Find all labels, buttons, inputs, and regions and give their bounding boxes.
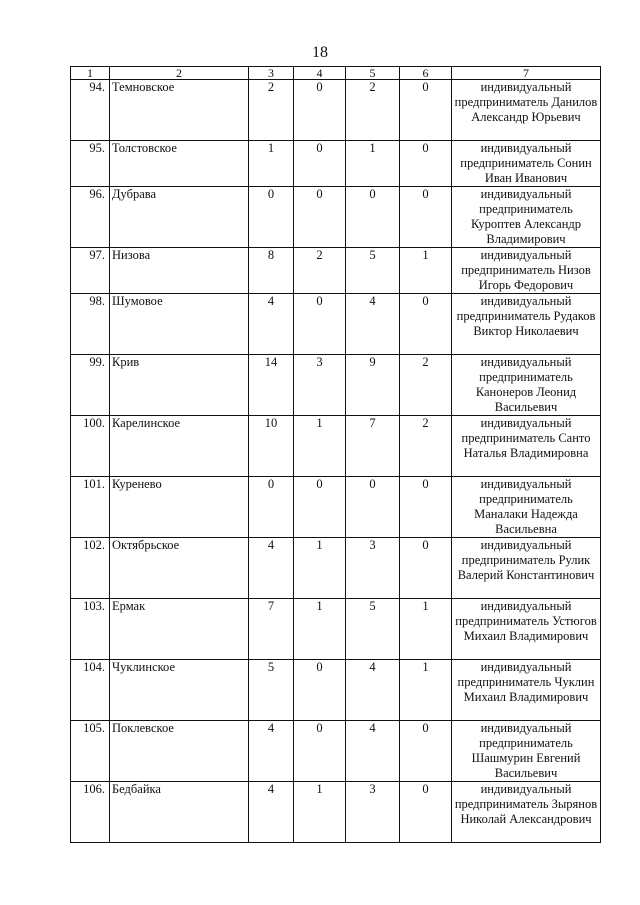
- table-row: [71, 355, 601, 416]
- entrepreneur: индивидуальный предприниматель Маналаки Надежда Васильевна: [452, 477, 601, 538]
- value-col-4: 1: [294, 599, 346, 660]
- value-col-3: 5: [249, 660, 294, 721]
- value-col-4: 0: [294, 294, 346, 355]
- value-col-6: 2: [400, 416, 452, 477]
- row-number: 96.: [71, 187, 110, 248]
- data-table: [70, 66, 601, 843]
- entrepreneur: индивидуальный предприниматель Чуклин Михаил Владимирович: [452, 660, 601, 721]
- entrepreneur: индивидуальный предприниматель Устюгов Михаил Владимирович: [452, 599, 601, 660]
- table-row: [71, 141, 601, 187]
- entrepreneur: индивидуальный предприниматель Низов Игорь Федорович: [452, 248, 601, 294]
- value-col-6: 0: [400, 721, 452, 782]
- table-row: [71, 538, 601, 599]
- value-col-5: 0: [346, 477, 400, 538]
- value-col-4: 0: [294, 80, 346, 141]
- settlement-name: Октябрьское: [110, 538, 249, 599]
- value-col-4: 2: [294, 248, 346, 294]
- settlement-name: Карелинское: [110, 416, 249, 477]
- entrepreneur: индивидуальный предприниматель Канонеров Леонид Васильевич: [452, 355, 601, 416]
- value-col-5: 2: [346, 80, 400, 141]
- settlement-name: Шумовое: [110, 294, 249, 355]
- value-col-4: 1: [294, 416, 346, 477]
- value-col-6: 1: [400, 599, 452, 660]
- header-col-4: 4: [294, 67, 346, 80]
- value-col-4: 0: [294, 187, 346, 248]
- value-col-6: 0: [400, 294, 452, 355]
- value-col-3: 8: [249, 248, 294, 294]
- value-col-5: 4: [346, 294, 400, 355]
- value-col-3: 10: [249, 416, 294, 477]
- header-col-2: 2: [110, 67, 249, 80]
- row-number: 100.: [71, 416, 110, 477]
- value-col-3: 4: [249, 294, 294, 355]
- entrepreneur: индивидуальный предприниматель Шашмурин Евгений Васильевич: [452, 721, 601, 782]
- value-col-5: 3: [346, 538, 400, 599]
- value-col-5: 3: [346, 782, 400, 843]
- row-number: 97.: [71, 248, 110, 294]
- value-col-5: 4: [346, 660, 400, 721]
- value-col-3: 1: [249, 141, 294, 187]
- header-col-7: 7: [452, 67, 601, 80]
- value-col-6: 1: [400, 248, 452, 294]
- table-row: [71, 599, 601, 660]
- value-col-6: 1: [400, 660, 452, 721]
- settlement-name: Темновское: [110, 80, 249, 141]
- row-number: 101.: [71, 477, 110, 538]
- table-row: [71, 80, 601, 141]
- value-col-4: 0: [294, 141, 346, 187]
- value-col-6: 2: [400, 355, 452, 416]
- settlement-name: Ермак: [110, 599, 249, 660]
- row-number: 99.: [71, 355, 110, 416]
- table-row: [71, 477, 601, 538]
- value-col-3: 4: [249, 782, 294, 843]
- table-row: [71, 294, 601, 355]
- row-number: 102.: [71, 538, 110, 599]
- header-col-1: 1: [71, 67, 110, 80]
- value-col-5: 9: [346, 355, 400, 416]
- entrepreneur: индивидуальный предприниматель Рулик Валерий Константинович: [452, 538, 601, 599]
- settlement-name: Низова: [110, 248, 249, 294]
- value-col-3: 0: [249, 477, 294, 538]
- value-col-4: 1: [294, 538, 346, 599]
- settlement-name: Крив: [110, 355, 249, 416]
- settlement-name: Толстовское: [110, 141, 249, 187]
- row-number: 105.: [71, 721, 110, 782]
- settlement-name: Поклевское: [110, 721, 249, 782]
- table-row: [71, 660, 601, 721]
- value-col-5: 1: [346, 141, 400, 187]
- value-col-4: 0: [294, 477, 346, 538]
- value-col-6: 0: [400, 187, 452, 248]
- table-row: [71, 248, 601, 294]
- value-col-6: 0: [400, 141, 452, 187]
- value-col-4: 0: [294, 721, 346, 782]
- value-col-6: 0: [400, 538, 452, 599]
- value-col-5: 5: [346, 599, 400, 660]
- table-row: [71, 416, 601, 477]
- value-col-3: 0: [249, 187, 294, 248]
- settlement-name: Куренево: [110, 477, 249, 538]
- value-col-5: 4: [346, 721, 400, 782]
- entrepreneur: индивидуальный предприниматель Рудаков Виктор Николаевич: [452, 294, 601, 355]
- row-number: 95.: [71, 141, 110, 187]
- value-col-4: 3: [294, 355, 346, 416]
- header-col-5: 5: [346, 67, 400, 80]
- value-col-4: 0: [294, 660, 346, 721]
- value-col-6: 0: [400, 80, 452, 141]
- entrepreneur: индивидуальный предприниматель Санто Наталья Владимировна: [452, 416, 601, 477]
- row-number: 103.: [71, 599, 110, 660]
- row-number: 94.: [71, 80, 110, 141]
- value-col-3: 4: [249, 721, 294, 782]
- value-col-3: 7: [249, 599, 294, 660]
- table-row: [71, 187, 601, 248]
- row-number: 106.: [71, 782, 110, 843]
- settlement-name: Бедбайка: [110, 782, 249, 843]
- header-col-6: 6: [400, 67, 452, 80]
- entrepreneur: индивидуальный предприниматель Данилов Александр Юрьевич: [452, 80, 601, 141]
- value-col-4: 1: [294, 782, 346, 843]
- value-col-3: 14: [249, 355, 294, 416]
- entrepreneur: индивидуальный предприниматель Зырянов Николай Александрович: [452, 782, 601, 843]
- page-number: 18: [312, 44, 328, 61]
- value-col-5: 7: [346, 416, 400, 477]
- value-col-3: 2: [249, 80, 294, 141]
- value-col-5: 5: [346, 248, 400, 294]
- table-row: [71, 782, 601, 843]
- entrepreneur: индивидуальный предприниматель Куроптев Александр Владимирович: [452, 187, 601, 248]
- table-row: [71, 721, 601, 782]
- entrepreneur: индивидуальный предприниматель Сонин Иван Иванович: [452, 141, 601, 187]
- row-number: 98.: [71, 294, 110, 355]
- header-col-3: 3: [249, 67, 294, 80]
- header-row: [71, 67, 601, 80]
- value-col-3: 4: [249, 538, 294, 599]
- settlement-name: Дубрава: [110, 187, 249, 248]
- value-col-6: 0: [400, 782, 452, 843]
- row-number: 104.: [71, 660, 110, 721]
- value-col-5: 0: [346, 187, 400, 248]
- settlement-name: Чуклинское: [110, 660, 249, 721]
- value-col-6: 0: [400, 477, 452, 538]
